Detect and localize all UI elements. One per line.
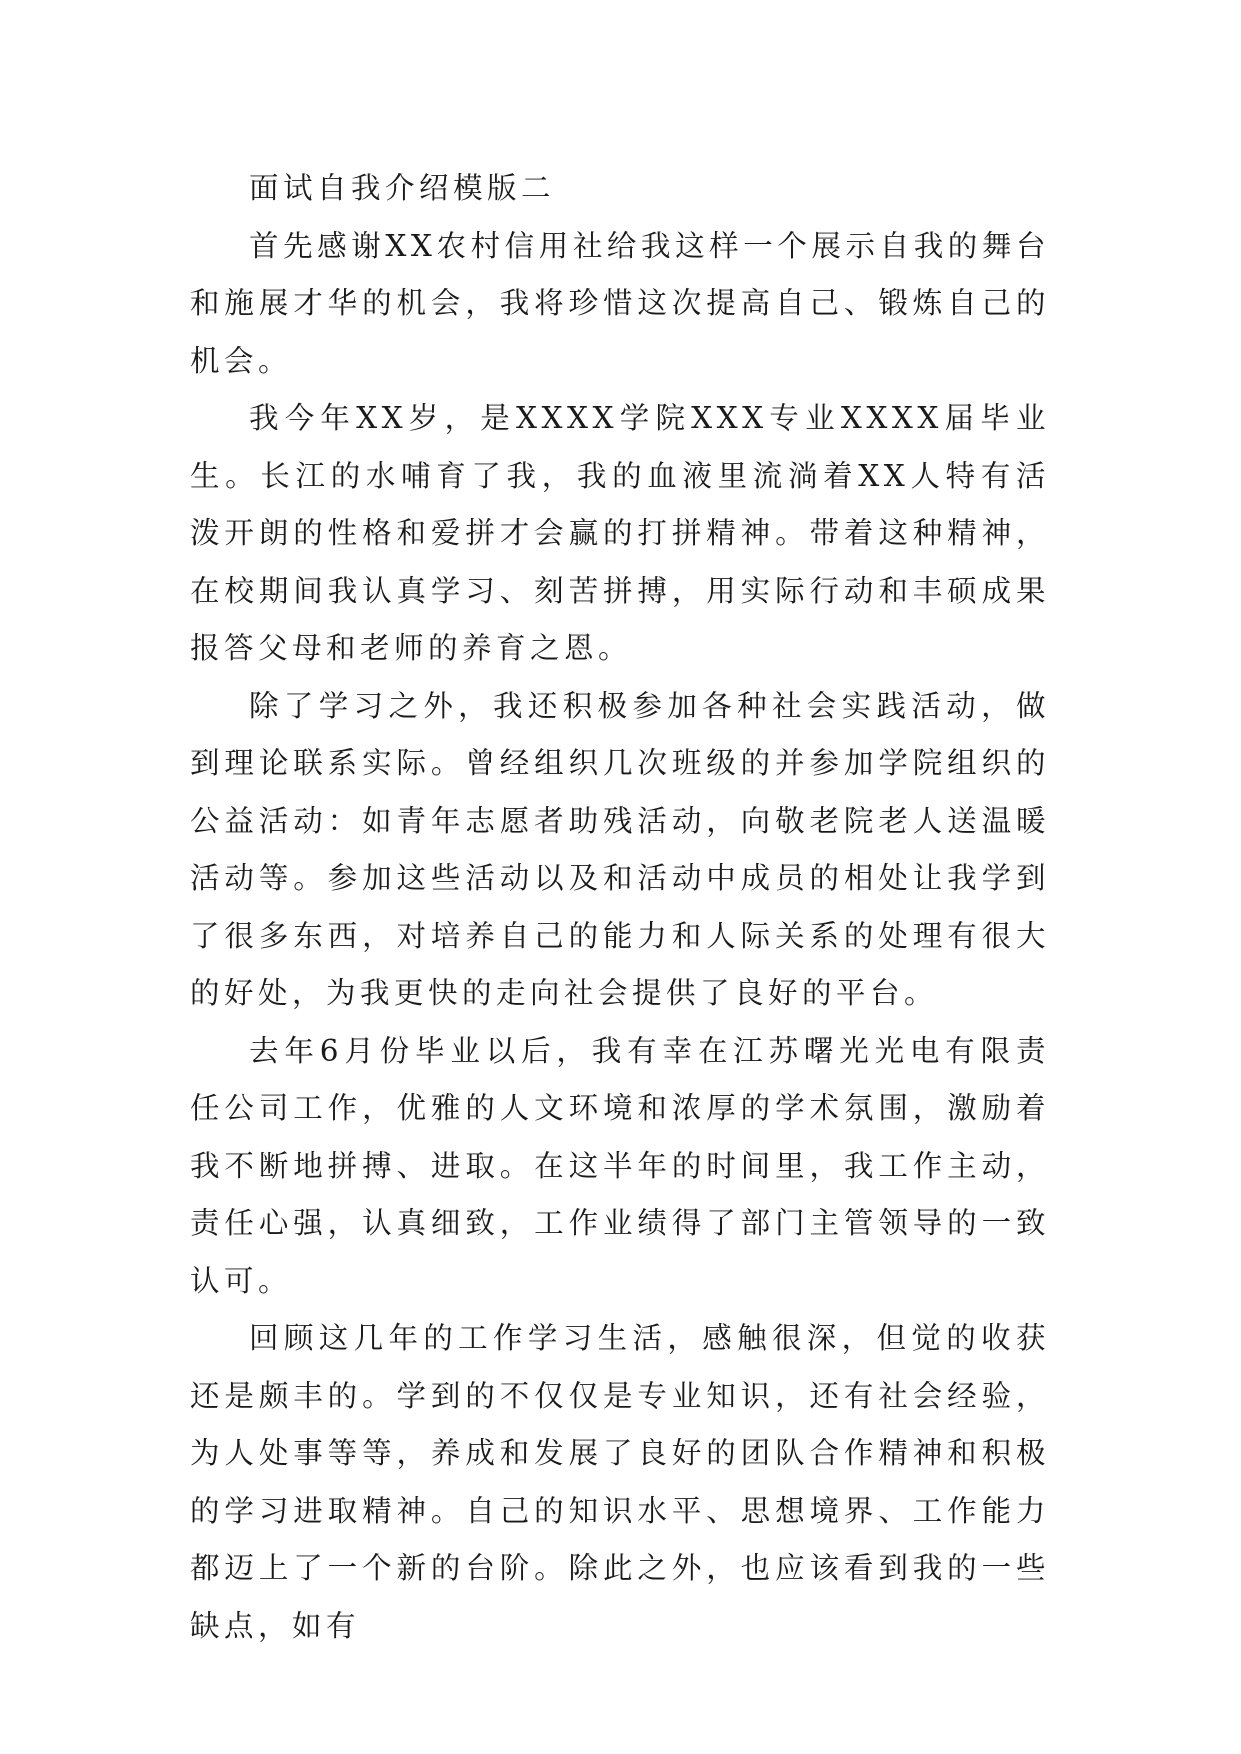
document-body (190, 160, 1050, 1655)
paragraph-background: 我今年XX岁，是XXXX学院XXX专业XXXX届毕业生。长江的水哺育了我，我的血液里流淌着XX人特有活泼开朗的性格和爱拼才会赢的打拼精神。带着这种精神，在校期间我认真学习、刻苦拼搏，用实际行动和丰硕成果报答父母和老师的养育之恩。 (190, 401, 1050, 665)
document-title: 面试自我介绍模版二 (249, 171, 556, 205)
paragraph-activities: 除了学习之外，我还积极参加各种社会实践活动，做到理论联系实际。曾经组织几次班级的并参加学院组织的公益活动：如青年志愿者助残活动，向敬老院老人送温暖活动等。参加这些活动以及和活动中成员的相处让我学到了很多东西，对培养自己的能力和人际关系的处理有很大的好处，为我更快的走向社会提供了良好的平台。 (190, 688, 1050, 1010)
paragraph-gratitude: 首先感谢XX农村信用社给我这样一个展示自我的舞台和施展才华的机会，我将珍惜这次提高自己、锻炼自己的机会。 (190, 228, 1050, 378)
paragraph-work-experience: 去年6月份毕业以后，我有幸在江苏曙光光电有限责任公司工作，优雅的人文环境和浓厚的学术氛围，激励着我不断地拼搏、进取。在这半年的时间里，我工作主动，责任心强，认真细致，工作业绩得了部门主管领导的一致认可。 (190, 1033, 1050, 1298)
paragraph-reflection: 回顾这几年的工作学习生活，感触很深，但觉的收获还是颇丰的。学到的不仅仅是专业知识，还有社会经验，为人处事等等，养成和发展了良好的团队合作精神和积极的学习进取精神。自己的知识水平、思想境界、工作能力都迈上了一个新的台阶。除此之外，也应该看到我的一些缺点，如有 (190, 1321, 1050, 1643)
